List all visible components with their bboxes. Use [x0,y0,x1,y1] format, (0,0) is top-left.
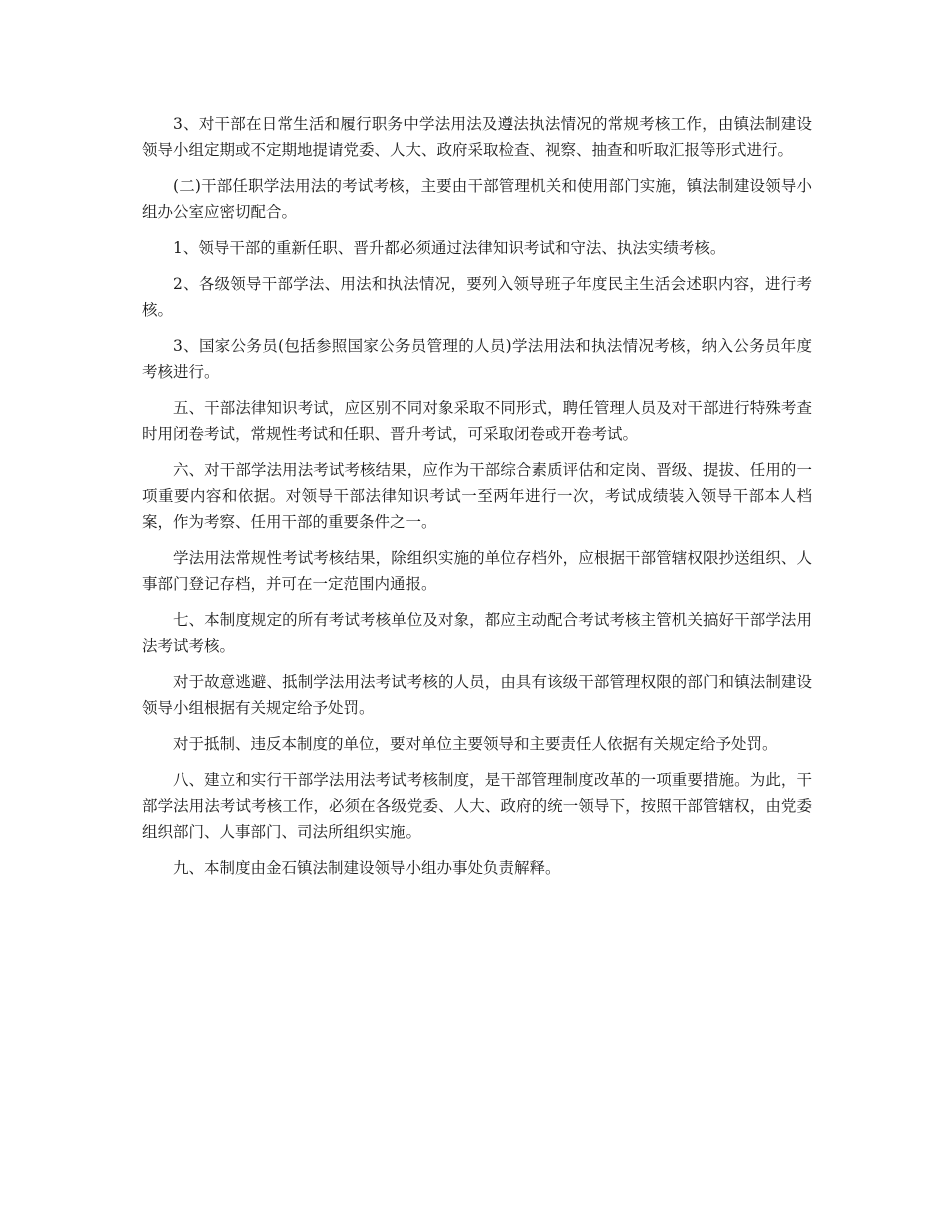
paragraph-section-2-appointment-exam: (二)干部任职学法用法的考试考核，主要由干部管理机关和使用部门实施，镇法制建设领导小组办公室应密切配合。 [142,177,812,221]
paragraph-exam-routine-3: 3、对干部在日常生活和履行职务中学法用法及遵法执法情况的常规考核工作，由镇法制建设领导小组定期或不定期地提请党委、人大、政府采取检查、视察、抽查和听取汇报等形式进行。 [142,115,812,159]
paragraph-penalty-individuals: 对于故意逃避、抵制学法用法考试考核的人员，由具有该级干部管理权限的部门和镇法制建设领导小组根据有关规定给予处罚。 [142,673,812,717]
paragraph-routine-results-filing: 学法用法常规性考试考核结果，除组织实施的单位存档外，应根据干部管辖权限抄送组织、人事部门登记存档，并可在一定范围内通报。 [142,549,812,593]
paragraph-article-9-interpretation: 九、本制度由金石镇法制建设领导小组办事处负责解释。 [173,859,561,877]
paragraph-article-5-exam-forms: 五、干部法律知识考试，应区别不同对象采取不同形式，聘任管理人员及对干部进行特殊考查时用闭卷考试，常规性考试和任职、晋升考试，可采取闭卷或开卷考试。 [142,399,812,443]
paragraph-item-3-civil-servants: 3、国家公务员(包括参照国家公务员管理的人员)学法用法和执法情况考核，纳入公务员年度考核进行。 [142,337,812,381]
paragraph-item-2-leadership-review: 2、各级领导干部学法、用法和执法情况，要列入领导班子年度民主生活会述职内容，进行考核。 [142,275,812,319]
paragraph-article-8-implementation: 八、建立和实行干部学法用法考试考核制度，是干部管理制度改革的一项重要措施。为此，干部学法用法考试考核工作，必须在各级党委、人大、政府的统一领导下，按照干部管辖权，由党委组织部门、人事部门、司法所组织实施。 [142,771,812,841]
paragraph-article-7-cooperation: 七、本制度规定的所有考试考核单位及对象，都应主动配合考试考核主管机关搞好干部学法用法考试考核。 [142,611,812,655]
paragraph-penalty-units: 对于抵制、违反本制度的单位，要对单位主要领导和主要责任人依据有关规定给予处罚。 [173,735,778,753]
paragraph-item-1-leaders: 1、领导干部的重新任职、晋升都必须通过法律知识考试和守法、执法实绩考核。 [173,239,726,257]
paragraph-article-6-results-use: 六、对干部学法用法考试考核结果，应作为干部综合素质评估和定岗、晋级、提拔、任用的一项重要内容和依据。对领导干部法律知识考试一至两年进行一次，考试成绩装入领导干部本人档案，作为考察、任用干部的重要条件之一。 [142,461,812,531]
document-page [142,111,812,891]
